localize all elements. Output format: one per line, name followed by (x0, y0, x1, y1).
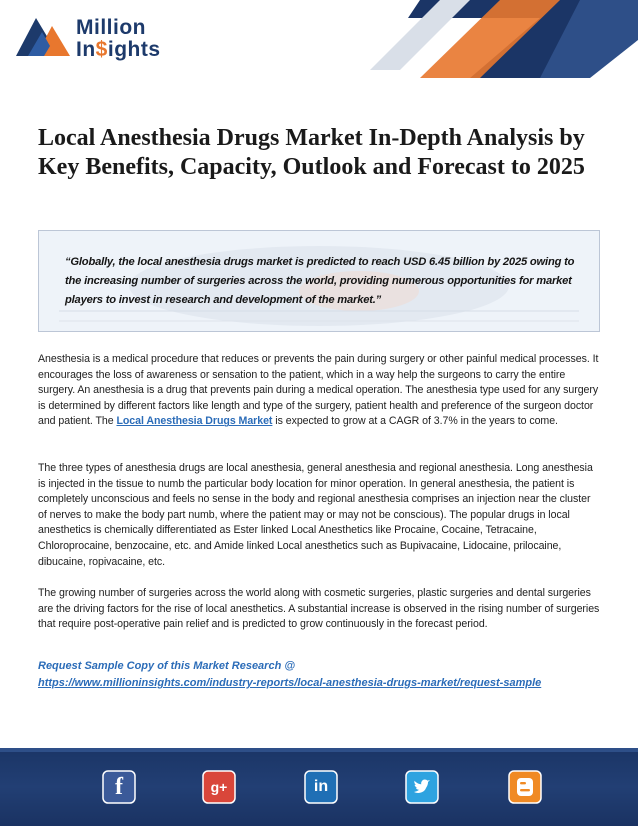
paragraph-intro-tail: is expected to grow at a CAGR of 3.7% in the years to come. (272, 415, 558, 428)
quote-box (38, 230, 600, 332)
logo-mark-icon (14, 12, 74, 60)
footer-band (0, 748, 638, 826)
footer-stripe (0, 748, 638, 752)
blogger-button[interactable] (508, 770, 542, 804)
brand-logo[interactable] (14, 10, 184, 60)
paragraph-drivers: The growing number of surgeries across the world along with cosmetic surgeries, plastic surgeries and dental surgeries are the driving factors for the rise of local anesthetics. A substantial increase is observed in the rising number of surgeries that require post-operative pain relief and is predicted to grow continuously in the forecast period. (38, 587, 600, 631)
request-sample-link[interactable]: https://www.millioninsights.com/industry-reports/local-anesthesia-drugs-market/request-sample (38, 677, 542, 689)
paragraph-intro-text: Anesthesia is a medical procedure that reduces or prevents the pain during surgery or other painful medical processes. It encourages the loss of awareness or sensation to the patient, which in a way help the surgeons to carry the entire surgery. An anesthesia is a drug that prevents pain during a medical operation. The anesthesia type used for any surgery is determined by different factors like length and type of the surgery, patient health and preference of the surgeon doctor and patient. The (38, 353, 599, 428)
request-sample-label: Request Sample Copy of this Market Research @ (38, 660, 296, 672)
googleplus-button[interactable] (202, 770, 236, 804)
paragraph-types: The three types of anesthesia drugs are local anesthesia, general anesthesia and regional anesthesia. Long anesthesia is injected in the tissue to numb the particular body location for minor operation. In general anesthesia, the patient is completely unconscious and feels no sense in the body and regional anesthesia comprises an injection near the cluster of nerves to make the body part numb, where the patient may or may not be conscious). The popular drugs in local anesthetics is chemically differentiated as Ester linked Local Anesthetics like Procaine, Cocaine, Tetracaine, Chloroprocaine, benzocaine, etc. and Amide linked Local anesthetics such as Bupivacaine, Lidocaine, prilocaine, dibucaine, ropivacaine, etc. (38, 462, 593, 568)
twitter-button[interactable] (405, 770, 439, 804)
facebook-button[interactable] (102, 770, 136, 804)
linkedin-glyph: in (313, 778, 329, 795)
market-report-link[interactable]: Local Anesthesia Drugs Market (116, 415, 273, 428)
page-title: Local Anesthesia Drugs Market In-Depth Analysis by Key Benefits, Capacity, Outlook and Forecast to 2025 (38, 125, 585, 180)
logo-text-insights: In$ights (76, 38, 161, 61)
facebook-glyph: f (115, 774, 123, 800)
linkedin-button[interactable] (304, 770, 338, 804)
googleplus-glyph: g+ (210, 779, 228, 795)
twitter-icon (405, 770, 439, 804)
request-sample (38, 658, 618, 692)
paragraph-intro (38, 352, 600, 430)
logo-text-million: Million (76, 16, 146, 39)
market-quote: “Globally, the local anesthesia drugs market is predicted to reach USD 6.45 billion by 2025 owing to the increasing number of surgeries across the world, providing numerous opportunities for market players to invest in research and development of the market.” (65, 256, 575, 306)
blogger-icon (508, 770, 542, 804)
